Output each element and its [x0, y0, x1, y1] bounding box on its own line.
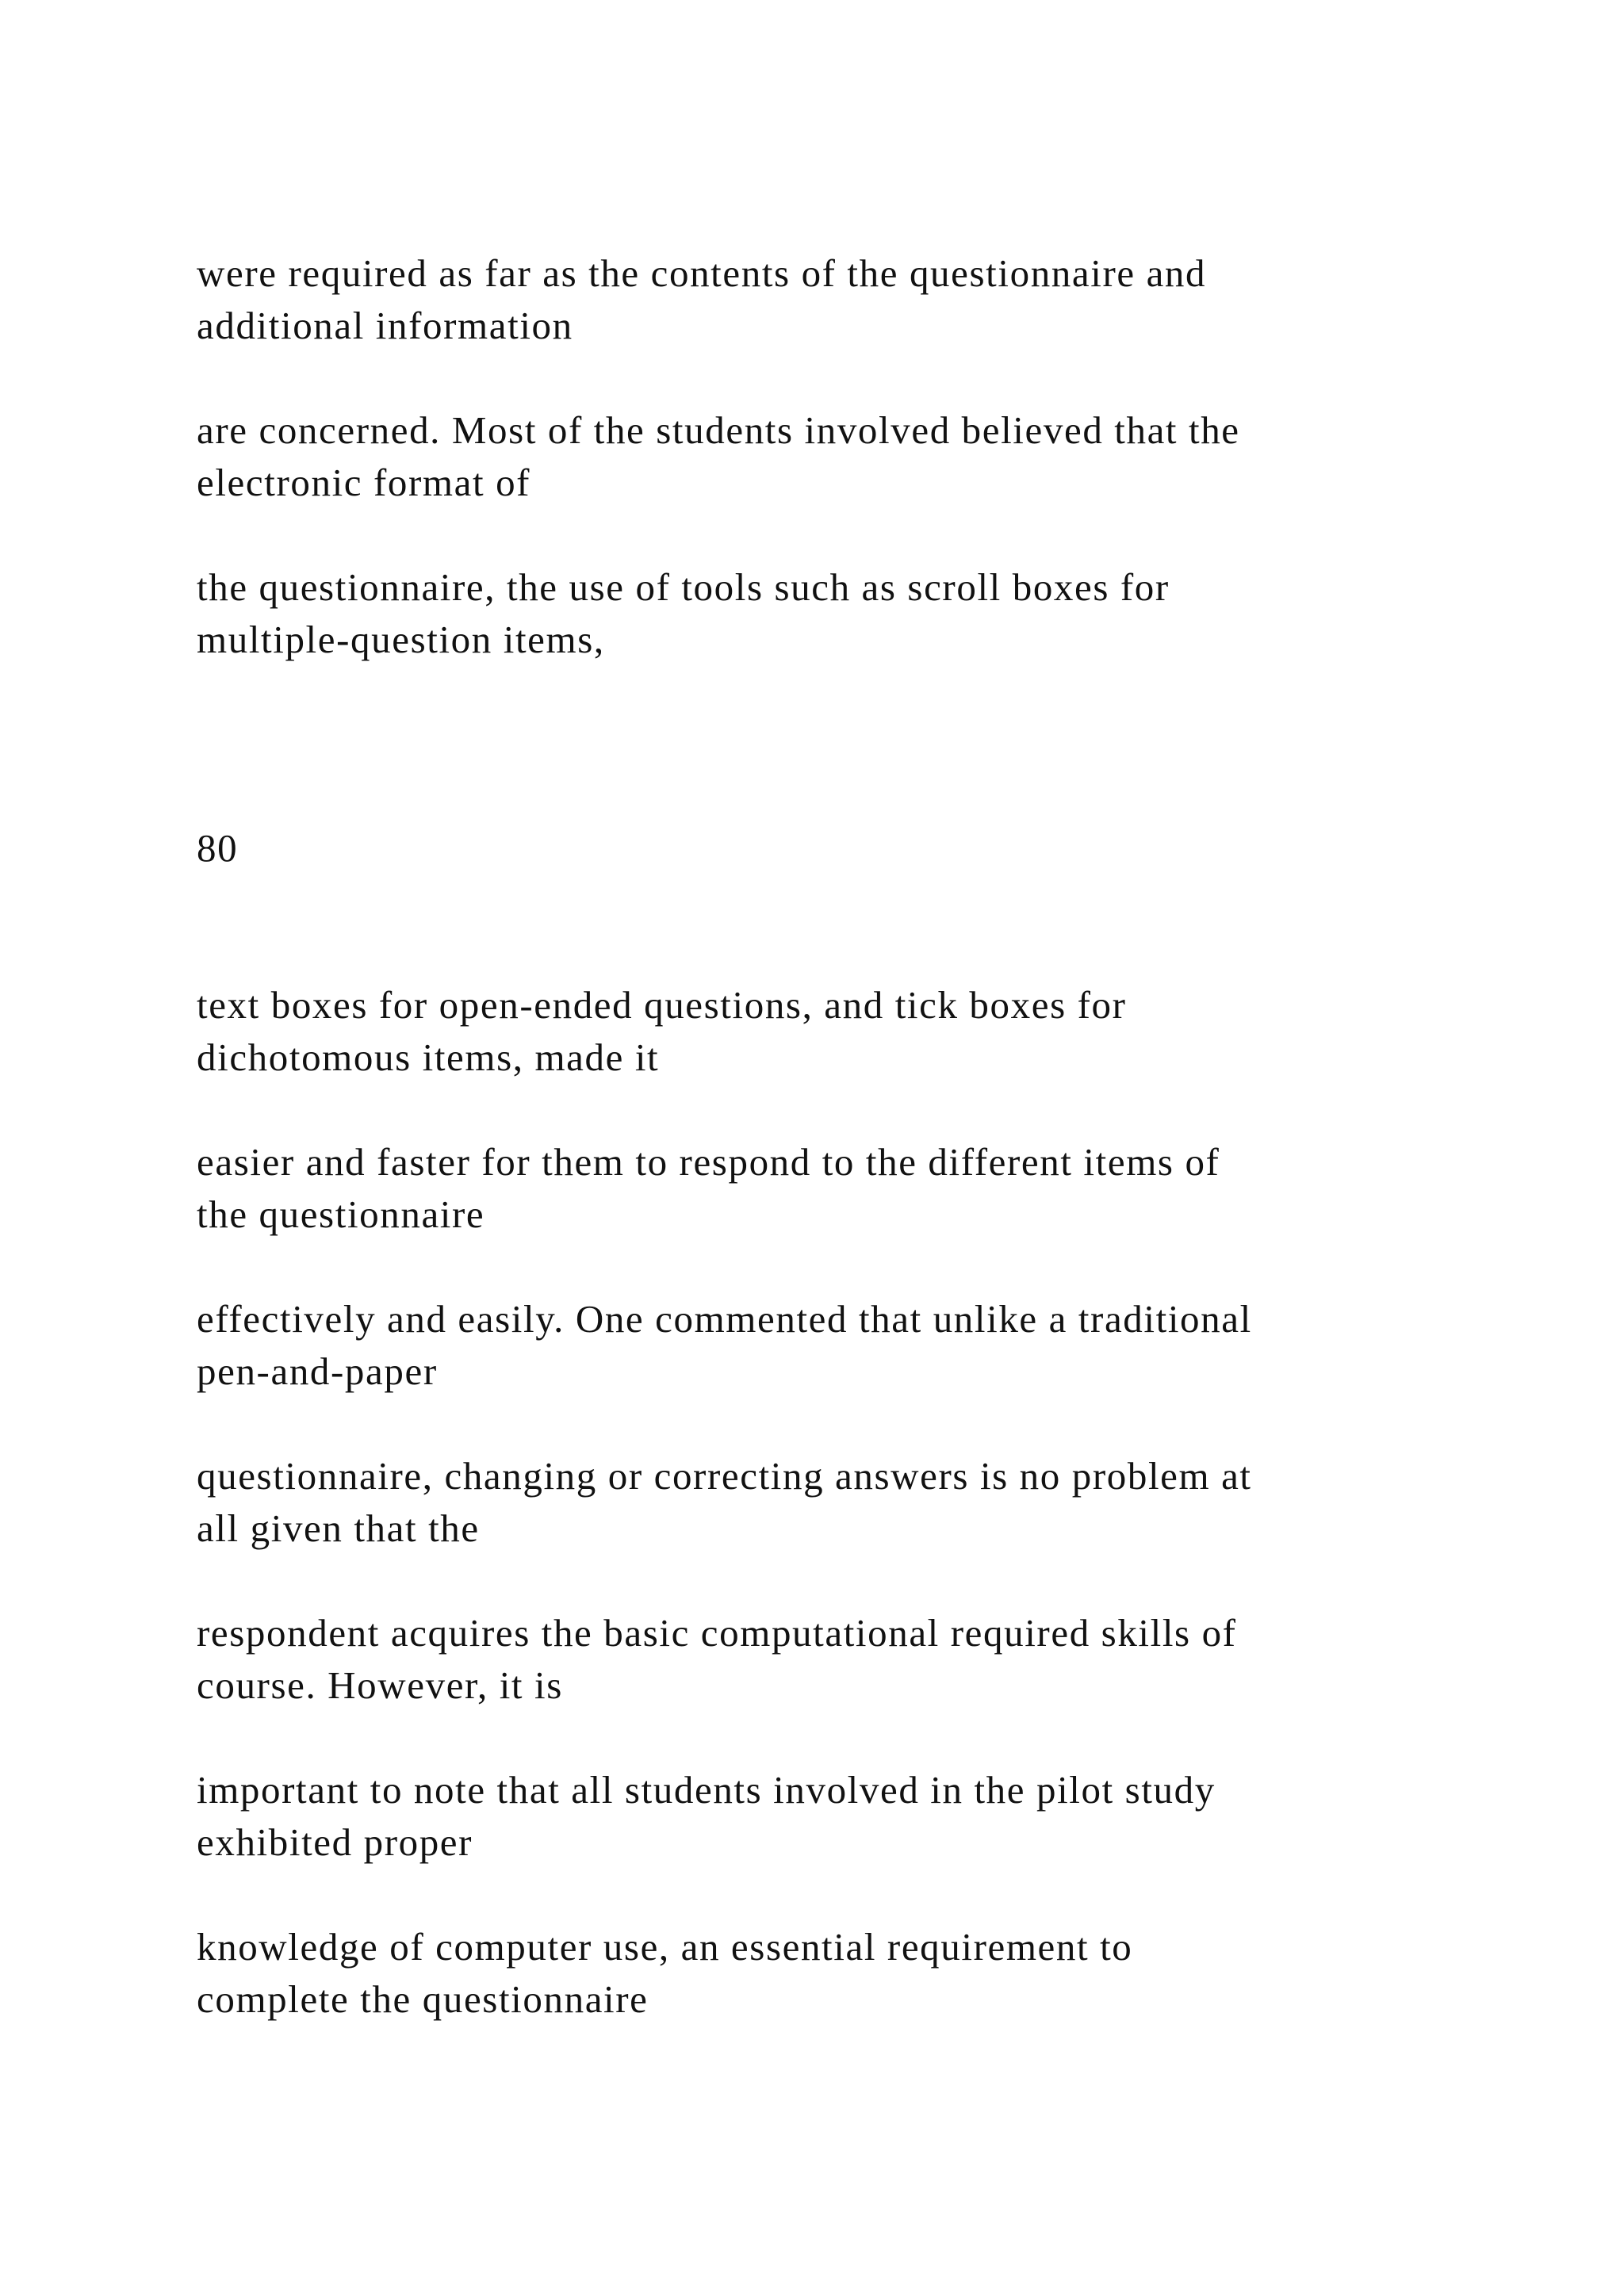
text-line: respondent acquires the basic computational required skills of	[197, 1611, 1237, 1655]
page-number: 80	[197, 826, 239, 870]
text-line: pen-and-paper	[197, 1349, 438, 1393]
text-line: the questionnaire, the use of tools such as scroll boxes for	[197, 565, 1170, 609]
paragraph-block	[197, 1450, 1481, 1555]
paragraph-block	[197, 1921, 1481, 2026]
text-line: the questionnaire	[197, 1192, 485, 1236]
paragraph-block	[197, 1607, 1481, 1712]
text-line: questionnaire, changing or correcting answers is no problem at	[197, 1454, 1252, 1498]
paragraph-block	[197, 1293, 1481, 1398]
text-line: knowledge of computer use, an essential requirement to	[197, 1925, 1133, 1969]
paragraph-block	[197, 404, 1481, 509]
text-line: additional information	[197, 304, 573, 347]
paragraph-block	[197, 1136, 1481, 1241]
text-line: important to note that all students involved in the pilot study	[197, 1768, 1216, 1812]
text-line: effectively and easily. One commented that unlike a traditional	[197, 1297, 1252, 1341]
text-line: all given that the	[197, 1506, 480, 1550]
text-line: multiple-question items,	[197, 618, 605, 661]
text-line: course. However, it is	[197, 1663, 563, 1707]
paragraph-block	[197, 1764, 1481, 1869]
paragraph-block	[197, 561, 1481, 666]
text-line: dichotomous items, made it	[197, 1035, 660, 1079]
text-line: electronic format of	[197, 461, 531, 504]
text-line: complete the questionnaire	[197, 1977, 649, 2021]
text-line: easier and faster for them to respond to the different items of	[197, 1140, 1220, 1184]
text-line: exhibited proper	[197, 1820, 473, 1864]
text-line: are concerned. Most of the students involved believed that the	[197, 408, 1240, 452]
text-line: text boxes for open-ended questions, and tick boxes for	[197, 983, 1127, 1027]
text-line: were required as far as the contents of the questionnaire and	[197, 251, 1207, 295]
paragraph-block	[197, 979, 1481, 1084]
paragraph-block	[197, 247, 1481, 352]
